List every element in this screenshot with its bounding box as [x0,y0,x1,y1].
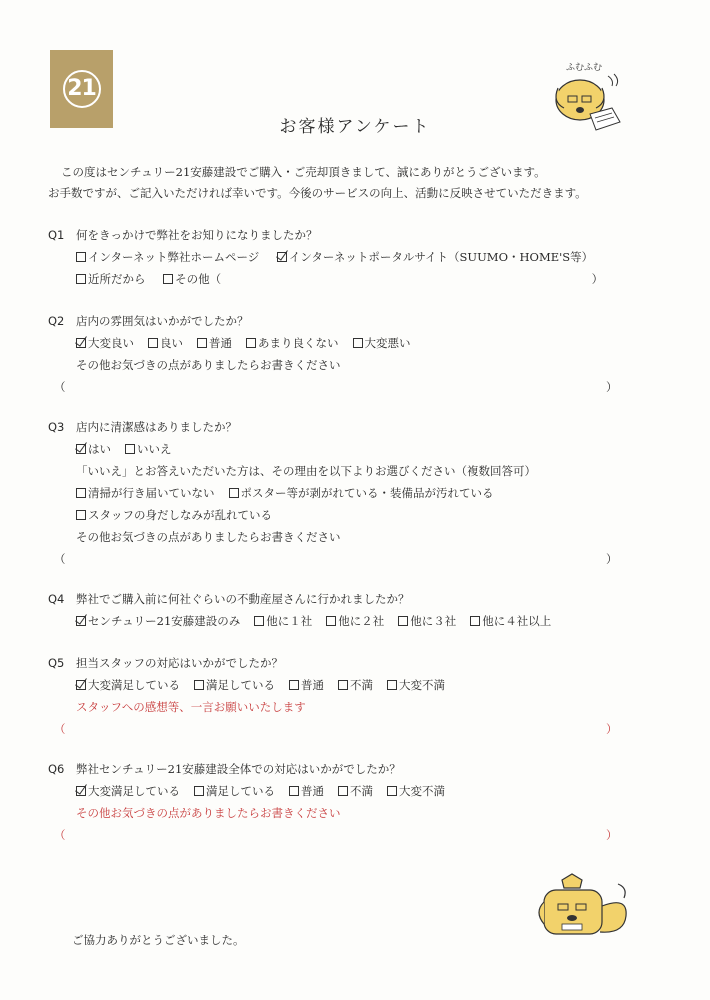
q4-option[interactable]: センチュリー21安藤建設のみ [76,612,240,630]
q3-option[interactable]: いいえ [125,440,172,458]
checkbox-checked-icon[interactable] [76,444,86,454]
q4-option[interactable]: 他に３社 [398,612,456,630]
question-3 [48,418,618,568]
question-4 [48,590,618,630]
checkbox-icon[interactable] [289,680,299,690]
question-text: 弊社でご購入前に何社ぐらいの不動産屋さんに行かれましたか？ [76,592,410,606]
q4-options [76,612,618,630]
question-1 [48,226,618,288]
q5-comment-field[interactable]: （ ） [54,722,618,736]
question-text: 弊社センチュリー21安藤建設全体での対応はいかがでしたか？ [76,762,401,776]
checkbox-icon[interactable] [76,252,86,262]
checkbox-checked-icon[interactable] [76,616,86,626]
checkbox-icon[interactable] [387,786,397,796]
q6-option[interactable]: 普通 [289,782,324,800]
q6-option[interactable]: 大変不満 [387,782,445,800]
q2-note: その他お気づきの点がありましたらお書きください [76,358,341,372]
checkbox-icon[interactable] [76,274,86,284]
intro-text [48,162,587,204]
q2-option[interactable]: 普通 [197,334,232,352]
q5-option[interactable]: 大変不満 [387,676,445,694]
question-text: 店内の雰囲気はいかがでしたか？ [76,314,249,328]
q6-comment-field[interactable]: （ ） [54,828,618,842]
checkbox-icon[interactable] [76,510,86,520]
q6-option[interactable]: 不満 [338,782,373,800]
checkbox-icon[interactable] [125,444,135,454]
q4-option[interactable]: 他に１社 [254,612,312,630]
q5-options [76,676,618,694]
q5-option[interactable]: 不満 [338,676,373,694]
checkbox-icon[interactable] [194,786,204,796]
q5-option[interactable]: 満足している [194,676,275,694]
checkbox-icon[interactable] [254,616,264,626]
checkbox-checked-icon[interactable] [76,680,86,690]
q3-follow-text: 「いいえ」とお答えいただいた方は、その理由を以下よりお選びください（複数回答可） [76,464,536,478]
question-number: Q5 [48,656,65,670]
checkbox-checked-icon[interactable] [76,786,86,796]
q6-option[interactable]: 大変満足している [76,782,180,800]
q4-option[interactable]: 他に２社 [326,612,384,630]
checkbox-icon[interactable] [76,488,86,498]
checkbox-icon[interactable] [148,338,158,348]
q1-option-homepage[interactable]: インターネット弊社ホームページ [76,248,259,266]
question-text: 何をきっかけで弊社をお知りになりましたか？ [76,228,318,242]
q5-option[interactable]: 大変満足している [76,676,180,694]
intro-line-1: この度はセンチュリー21安藤建設でご購入・ご売却頂きまして、誠にありがとうございます。 [61,165,546,179]
q2-option[interactable]: 大変悪い [353,334,411,352]
q2-comment-field[interactable]: （ ） [54,380,618,394]
checkbox-icon[interactable] [338,680,348,690]
q6-options [76,782,618,800]
close-paren: ） [591,272,604,286]
question-number: Q6 [48,762,65,776]
question-text: 店内に清潔感はありましたか？ [76,420,237,434]
q2-option[interactable]: あまり良くない [246,334,339,352]
checkbox-icon[interactable] [197,338,207,348]
q2-options [76,334,618,352]
q6-option[interactable]: 満足している [194,782,275,800]
q3-comment-field[interactable]: （ ） [54,552,618,566]
question-2 [48,312,618,396]
mascot-caption: ふむふむ [566,63,603,73]
q3-reasons-option[interactable]: スタッフの身だしなみが乱れている [76,506,272,524]
checkbox-icon[interactable] [289,786,299,796]
q3-option[interactable]: はい [76,440,111,458]
closing-text: ご協力ありがとうございました。 [72,933,245,947]
q4-option[interactable]: 他に４社以上 [470,612,551,630]
checkbox-icon[interactable] [163,274,173,284]
checkbox-icon[interactable] [229,488,239,498]
q3-reasons-row-2 [76,506,618,524]
checkbox-icon[interactable] [246,338,256,348]
question-5 [48,654,618,738]
q5-option[interactable]: 普通 [289,676,324,694]
checkbox-icon[interactable] [387,680,397,690]
q3-note: その他お気づきの点がありましたらお書きください [76,530,341,544]
checkbox-icon[interactable] [326,616,336,626]
q5-note: スタッフへの感想等、一言お願いいたします [76,700,306,714]
question-text: 担当スタッフの対応はいかがでしたか？ [76,656,283,670]
mascot-lying-icon [532,872,636,938]
question-number: Q3 [48,420,65,434]
checkbox-checked-icon[interactable] [76,338,86,348]
checkbox-checked-icon[interactable] [277,252,287,262]
question-number: Q4 [48,592,65,606]
question-6 [48,760,618,844]
q3-reasons-row-1 [76,484,618,502]
q2-option[interactable]: 良い [148,334,183,352]
checkbox-icon[interactable] [398,616,408,626]
c21-mark: 21 [63,70,101,108]
intro-line-2: お手数ですが、ご記入いただければ幸いです。今後のサービスの向上、活動に反映させていただきます。 [48,186,587,200]
q1-option-nearby[interactable]: 近所だから [76,270,146,288]
q6-note: その他お気づきの点がありましたらお書きください [76,806,341,820]
checkbox-icon[interactable] [353,338,363,348]
question-number: Q2 [48,314,65,328]
q2-option[interactable]: 大変良い [76,334,134,352]
question-number: Q1 [48,228,65,242]
checkbox-icon[interactable] [194,680,204,690]
checkbox-icon[interactable] [338,786,348,796]
q3-reasons-option[interactable]: ポスター等が剥がれている・装備品が汚れている [229,484,494,502]
q1-option-portal[interactable]: インターネットポータルサイト（SUUMO・HOME'S等） [277,248,593,266]
q1-option-other[interactable]: その他（ ） [163,270,603,288]
q3-options [76,440,618,458]
page-title: お客様アンケート [279,117,431,137]
q3-reasons-option[interactable]: 清掃が行き届いていない [76,484,215,502]
checkbox-icon[interactable] [470,616,480,626]
